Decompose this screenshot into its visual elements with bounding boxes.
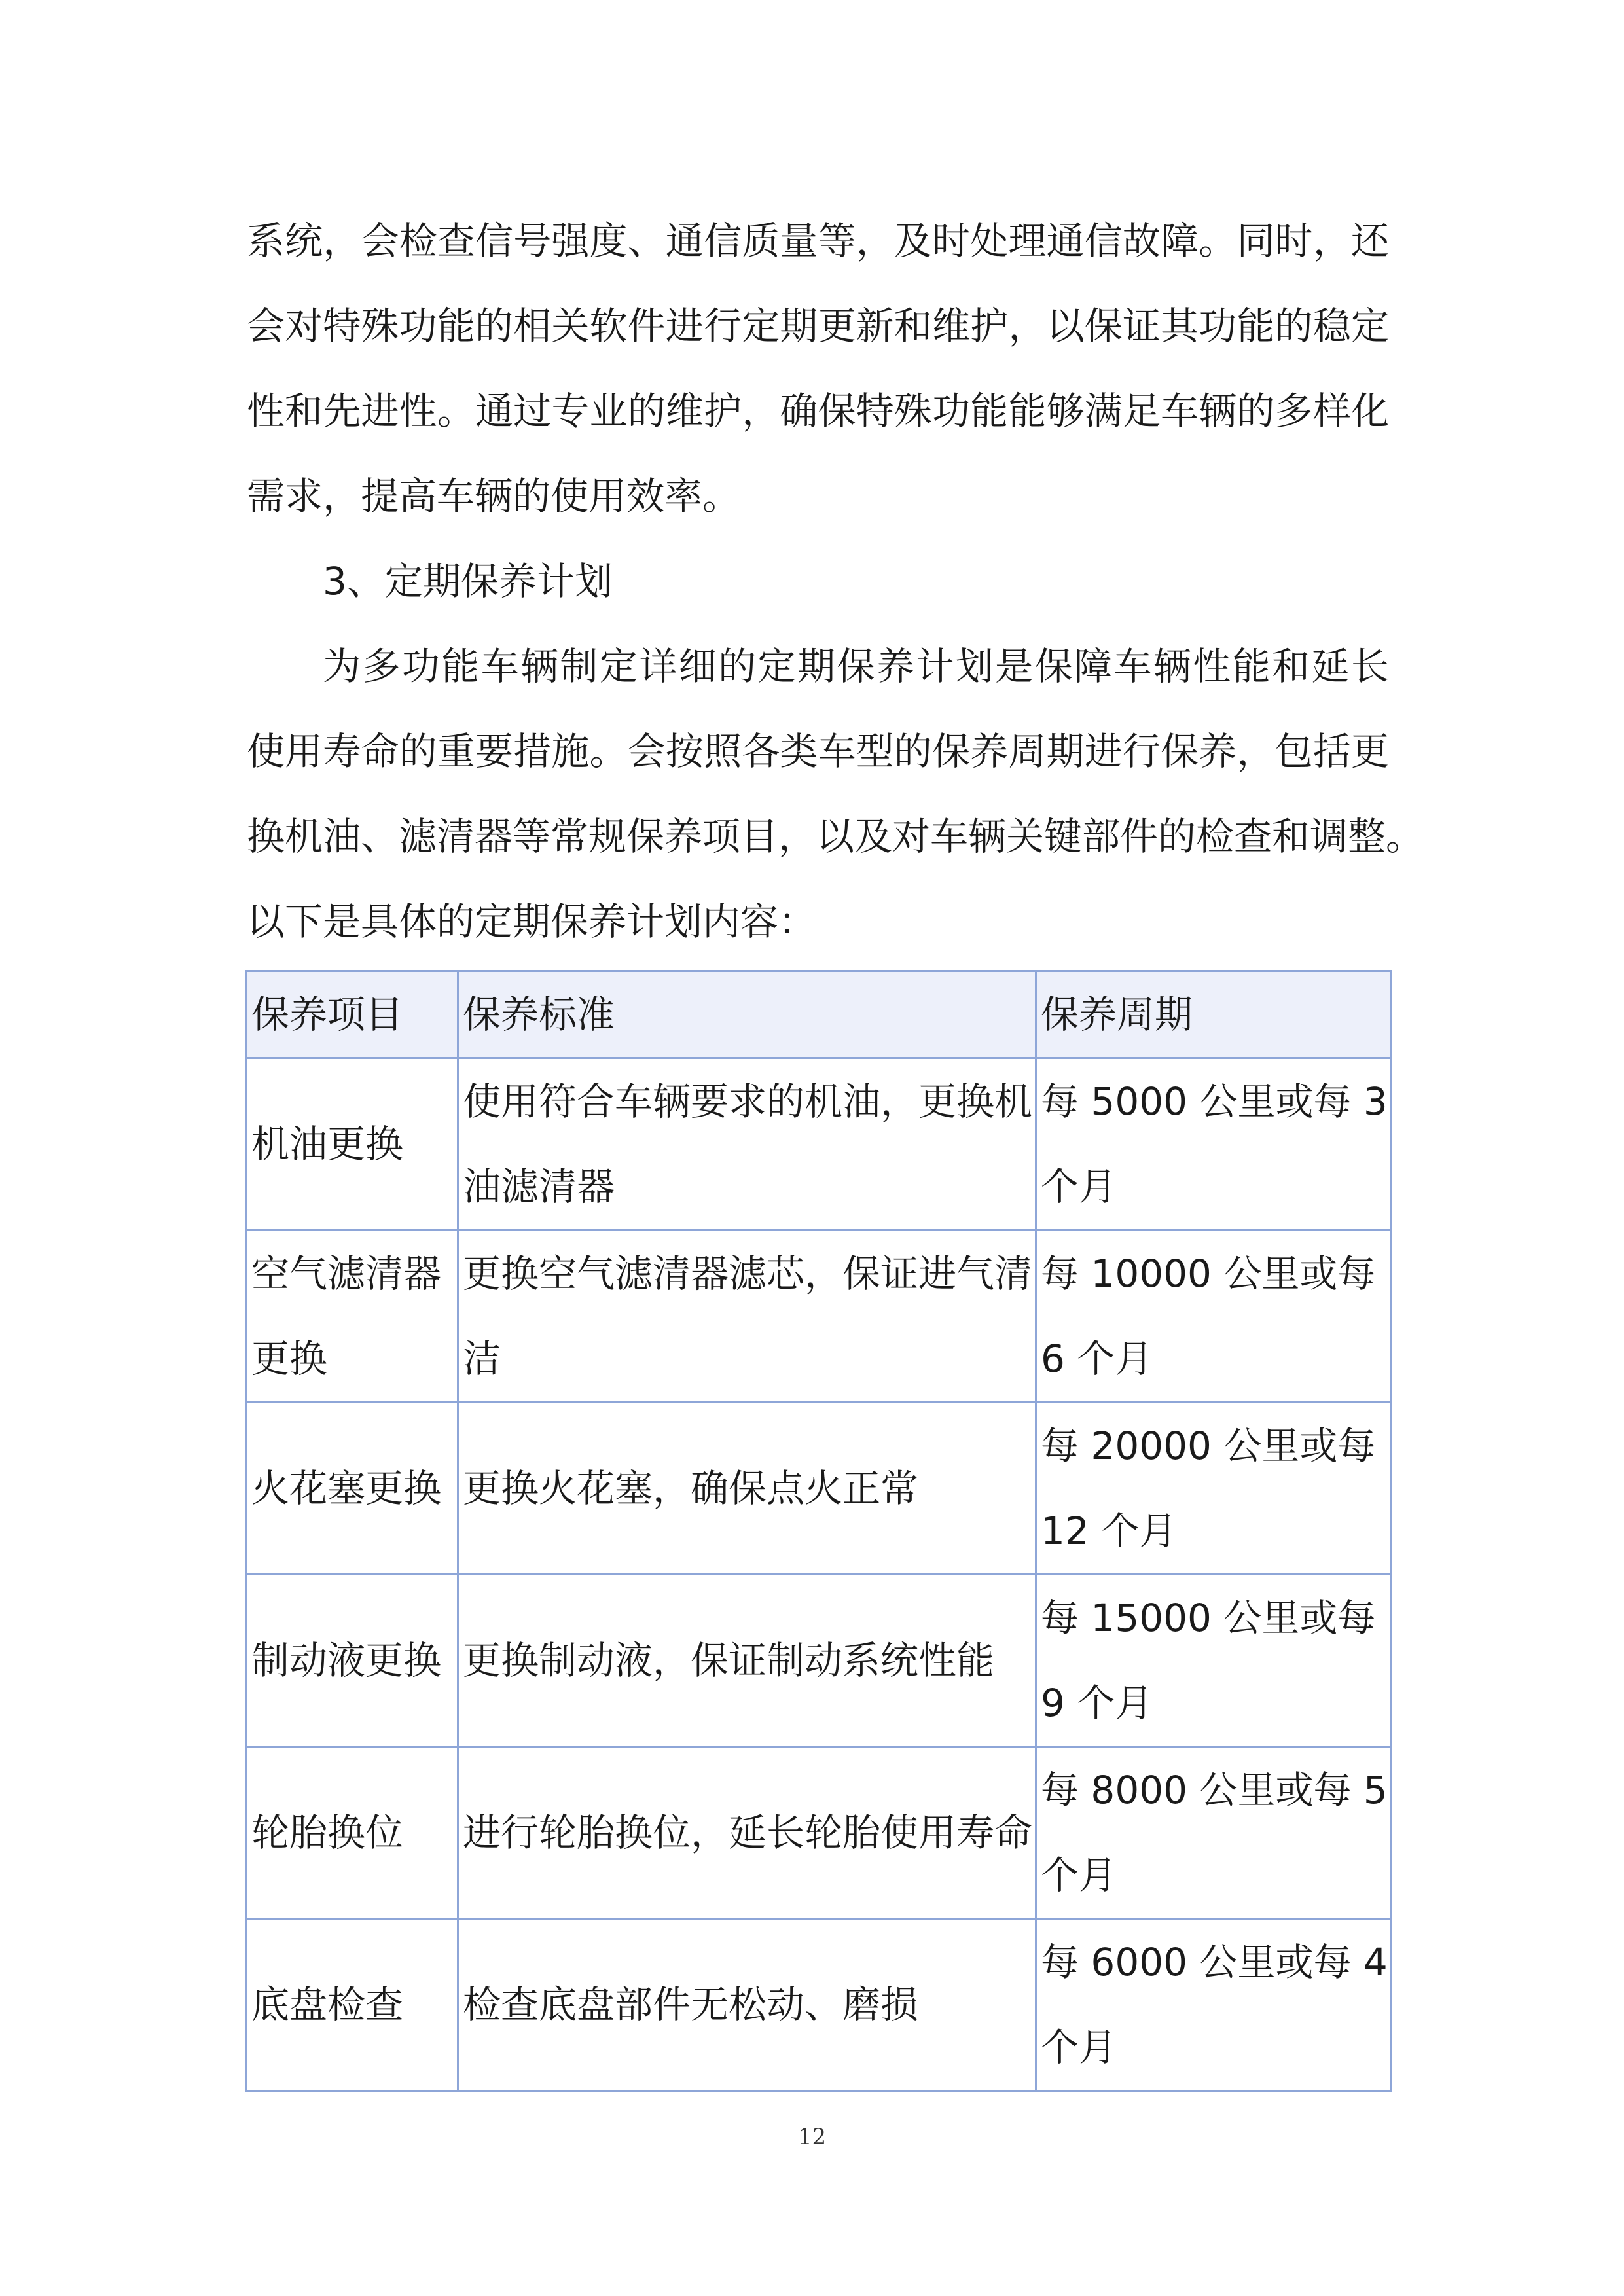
- paragraph-line: 换机油、滤清器等常规保养项目，以及对车辆关键部件的检查和调整。: [247, 814, 1424, 859]
- page-number: 12: [797, 2124, 827, 2150]
- cell-standard: 进行轮胎换位，延长轮胎使用寿命: [458, 1747, 1036, 1919]
- paragraph-line: 需求，提高车辆的使用效率。: [247, 474, 741, 518]
- table-row: [247, 1403, 1392, 1575]
- paragraph-line: 为多功能车辆制定详细的定期保养计划是保障车辆性能和延长: [323, 644, 1389, 689]
- header-maintenance-standard: 保养标准: [458, 971, 1036, 1058]
- maintenance-schedule-table: [245, 970, 1392, 2092]
- cell-standard: 检查底盘部件无松动、磨损: [458, 1919, 1036, 2091]
- cell-cycle: 每 8000 公里或每 5 个月: [1036, 1747, 1392, 1919]
- paragraph-line: 使用寿命的重要措施。会按照各类车型的保养周期进行保养，包括更: [247, 729, 1389, 774]
- header-maintenance-item: 保养项目: [247, 971, 458, 1058]
- cell-cycle: 每 10000 公里或每 6 个月: [1036, 1230, 1392, 1403]
- table-row: [247, 1058, 1392, 1230]
- paragraph-line: 会对特殊功能的相关软件进行定期更新和维护，以保证其功能的稳定: [247, 304, 1389, 348]
- cell-item: 机油更换: [247, 1058, 458, 1230]
- paragraph-maintenance-plan-intro: [247, 624, 1424, 964]
- cell-item: 制动液更换: [247, 1575, 458, 1747]
- cell-standard: 更换空气滤清器滤芯，保证进气清洁: [458, 1230, 1036, 1403]
- table-row: [247, 1575, 1392, 1747]
- cell-standard: 使用符合车辆要求的机油，更换机油滤清器: [458, 1058, 1036, 1230]
- paragraph-line: 系统，会检查信号强度、通信质量等，及时处理通信故障。同时，还: [247, 219, 1389, 263]
- paragraph-communication-maintenance: [247, 198, 1389, 539]
- cell-cycle: 每 20000 公里或每 12 个月: [1036, 1403, 1392, 1575]
- paragraph-line: 性和先进性。通过专业的维护，确保特殊功能能够满足车辆的多样化: [247, 389, 1389, 433]
- table-row: [247, 1747, 1392, 1919]
- cell-cycle: 每 15000 公里或每 9 个月: [1036, 1575, 1392, 1747]
- table-header-row: [247, 971, 1392, 1058]
- cell-cycle: 每 6000 公里或每 4 个月: [1036, 1919, 1392, 2091]
- section-heading: [247, 539, 1389, 624]
- cell-standard: 更换火花塞，确保点火正常: [458, 1403, 1036, 1575]
- cell-item: 底盘检查: [247, 1919, 458, 2091]
- cell-cycle: 每 5000 公里或每 3 个月: [1036, 1058, 1392, 1230]
- table-row: [247, 1230, 1392, 1403]
- cell-item: 火花塞更换: [247, 1403, 458, 1575]
- table-row: [247, 1919, 1392, 2091]
- paragraph-line: 以下是具体的定期保养计划内容：: [247, 899, 817, 944]
- section-heading-text: 3、定期保养计划: [323, 559, 613, 603]
- cell-item: 轮胎换位: [247, 1747, 458, 1919]
- cell-item: 空气滤清器更换: [247, 1230, 458, 1403]
- cell-standard: 更换制动液，保证制动系统性能: [458, 1575, 1036, 1747]
- header-maintenance-cycle: 保养周期: [1036, 971, 1392, 1058]
